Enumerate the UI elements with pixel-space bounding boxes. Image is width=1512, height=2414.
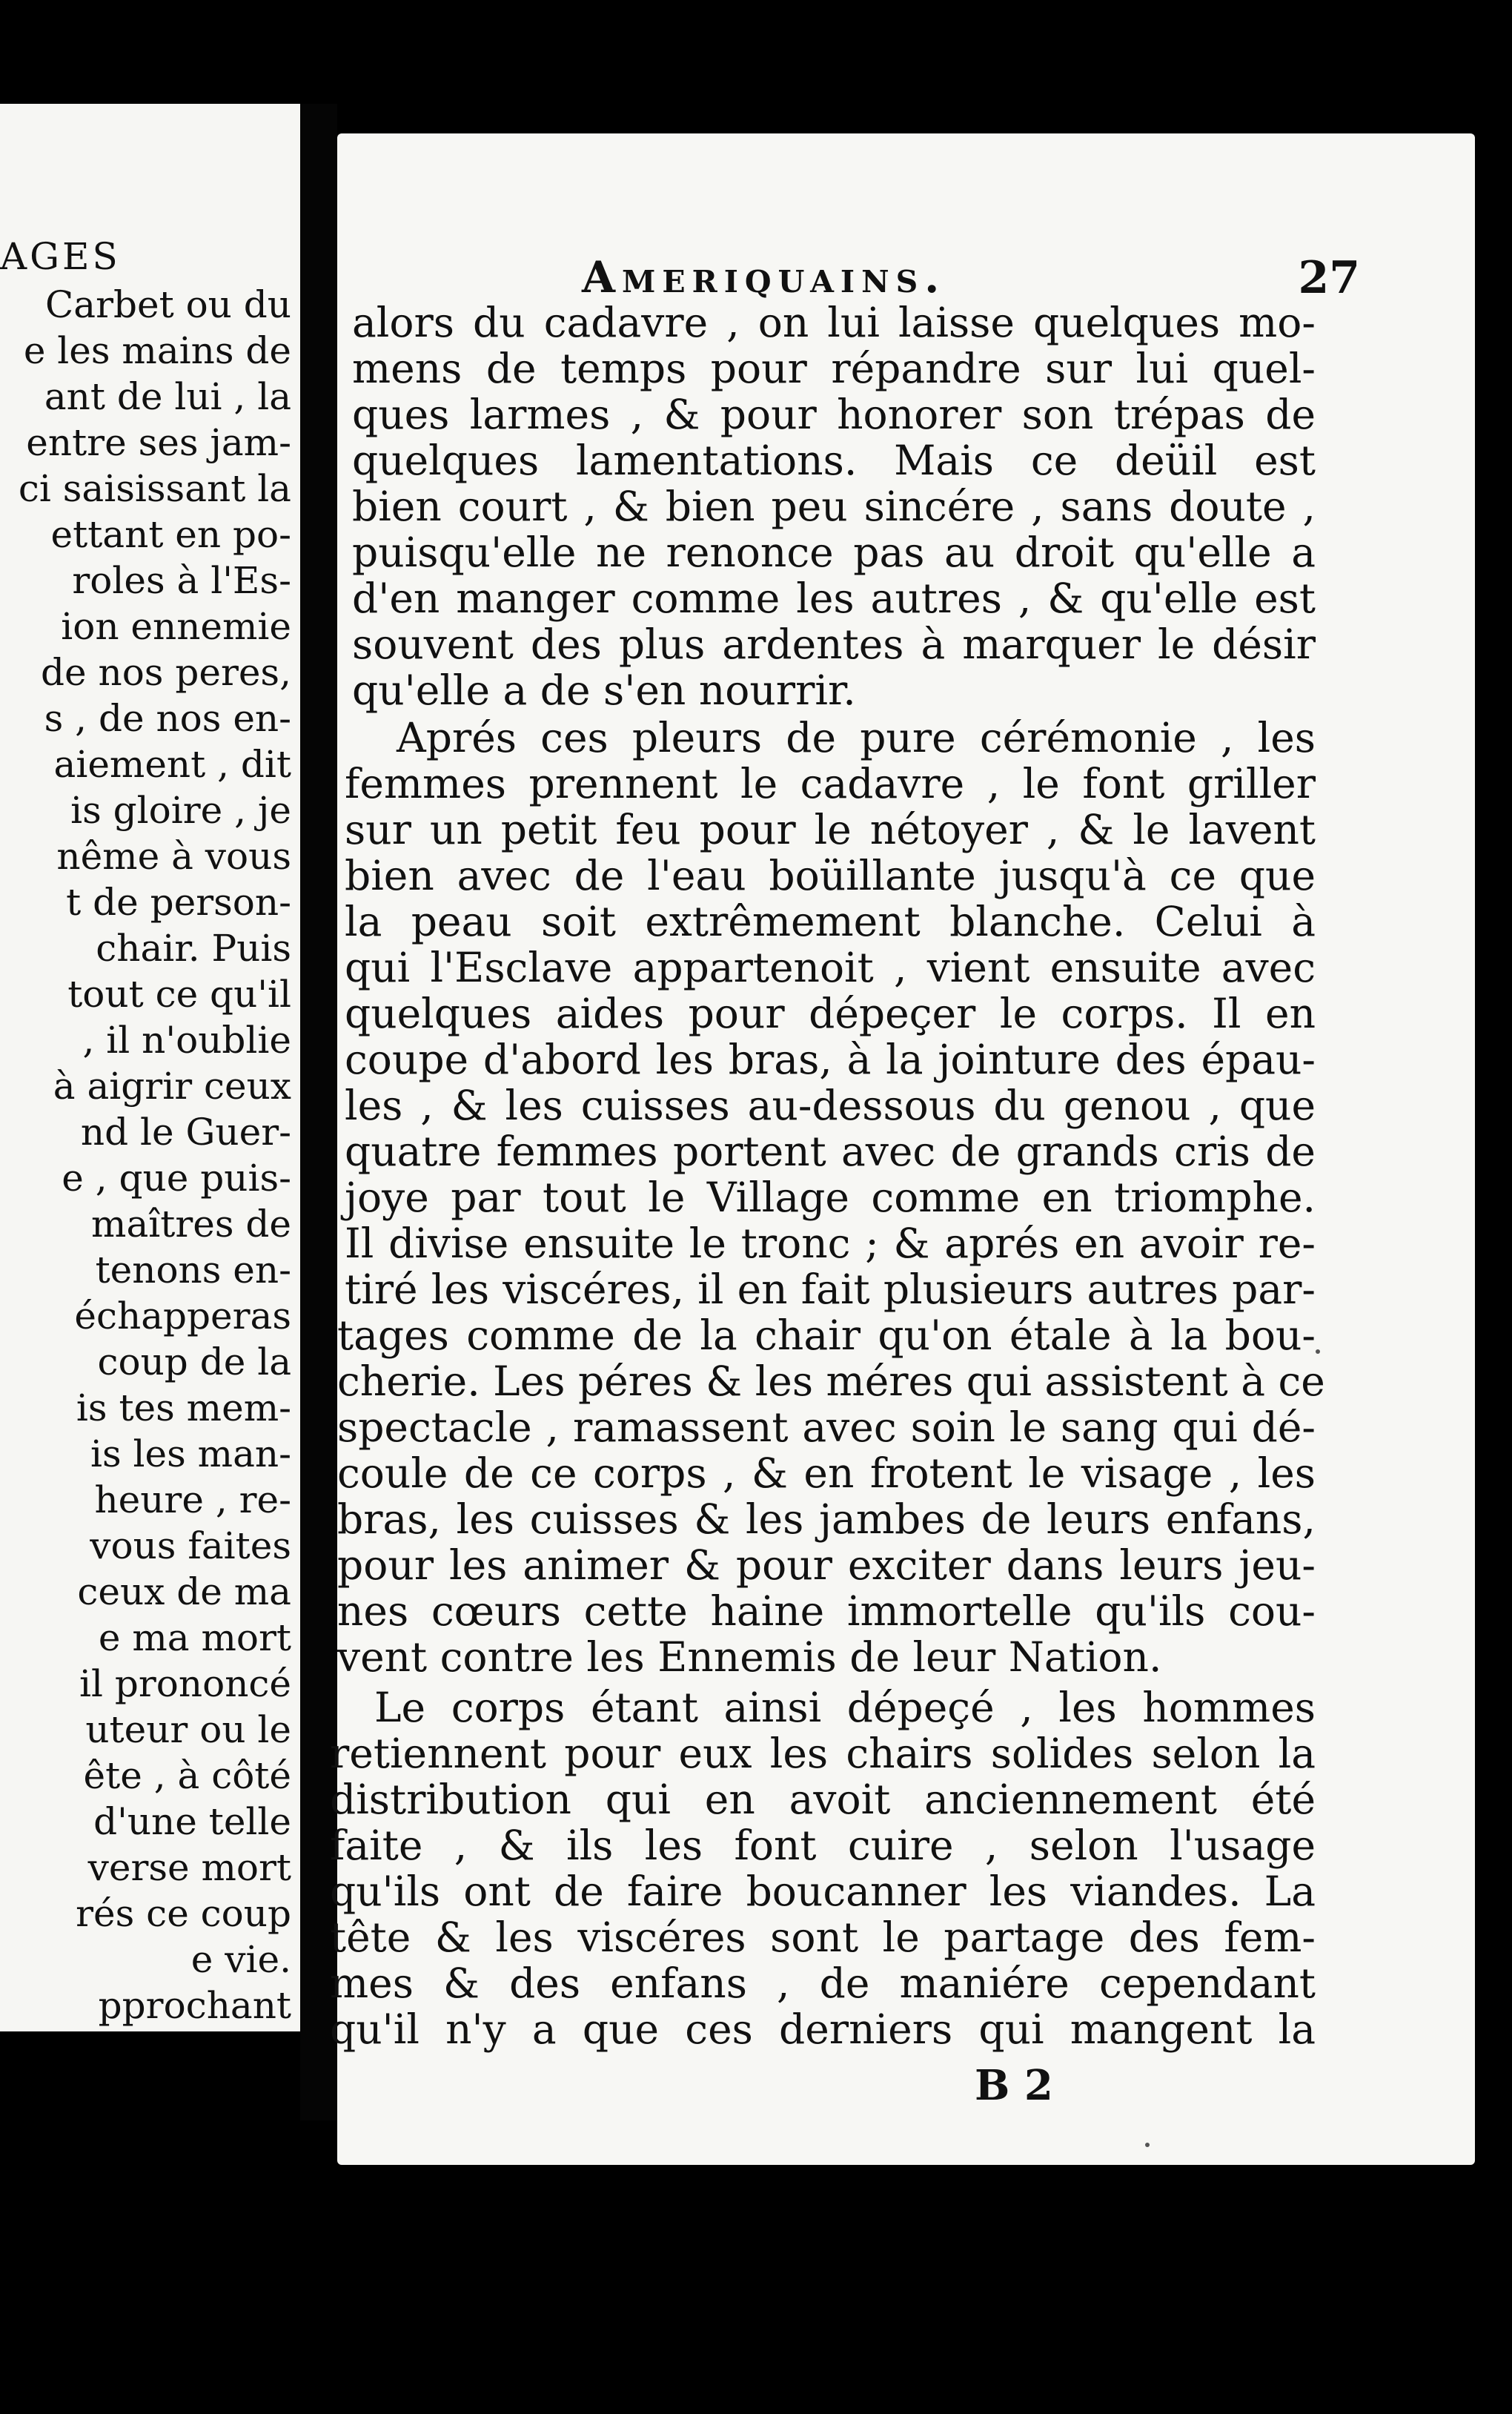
left-text-line: à aigrir ceux: [53, 1065, 291, 1108]
text-line: puisqu'elle ne renonce pas au droit qu'elle a: [352, 529, 1316, 576]
left-text-line: de nos peres,: [41, 651, 291, 694]
text-line: coule de ce corps , & en frotent le visage , les: [337, 1449, 1316, 1497]
left-page: [0, 104, 300, 2031]
text-line: joye par tout le Village comme en triomphe.: [345, 1174, 1316, 1221]
left-text-line: is tes mem-: [76, 1386, 291, 1429]
left-text-line: entre ses jam-: [26, 421, 291, 464]
ink-speck: [1316, 1349, 1320, 1354]
left-text-line: ant de lui , la: [44, 375, 291, 418]
text-line: bien avec de l'eau boüillante jusqu'à ce que: [345, 852, 1316, 899]
text-line: alors du cadavre , on lui laisse quelques mo-: [352, 299, 1316, 346]
left-text-line: Carbet ou du: [45, 283, 291, 326]
text-line: retiennent pour eux les chairs solides selon la: [330, 1730, 1316, 1777]
text-line: souvent des plus ardentes à marquer le désir: [352, 621, 1316, 668]
left-text-line: tenons en-: [95, 1249, 291, 1292]
ink-speck: [1145, 2143, 1150, 2147]
left-text-line: , il n'oublie: [82, 1019, 291, 1062]
left-text-line: il prononcé: [79, 1662, 291, 1705]
left-text-line: ettant en po-: [50, 513, 291, 556]
left-text-line: échapperas: [74, 1294, 291, 1337]
text-line: tiré les viscéres, il en fait plusieurs autres par-: [345, 1266, 1316, 1313]
page-number: 27: [1298, 252, 1360, 304]
left-text-line: ci saisissant la: [18, 467, 291, 510]
left-text-line: e ma mort: [98, 1616, 291, 1659]
text-line: qu'elle a de s'en nourrir.: [352, 667, 856, 714]
left-text-line: pprochant: [98, 1984, 291, 2027]
text-line: quatre femmes portent avec de grands cris de: [345, 1128, 1316, 1175]
running-title: Ameriquains.: [582, 252, 946, 302]
text-line: spectacle , ramassent avec soin le sang qui dé-: [337, 1403, 1316, 1451]
left-text-line: d'une telle: [93, 1800, 291, 1843]
left-text-line: aiement , dit: [53, 743, 291, 786]
left-text-line: e les mains de: [23, 329, 291, 372]
text-line: quelques lamentations. Mais ce deüil est: [352, 437, 1316, 484]
left-text-line: coup de la: [97, 1340, 291, 1383]
left-text-line: uteur ou le: [85, 1708, 291, 1751]
left-text-line: ête , à côté: [83, 1754, 291, 1797]
text-line: vent contre les Ennemis de leur Nation.: [337, 1633, 1162, 1681]
scan-edge: [1475, 111, 1512, 2217]
text-line: sur un petit feu pour le nétoyer , & le lavent: [345, 806, 1316, 853]
text-line: quelques aides pour dépeçer le corps. Il en: [345, 990, 1316, 1037]
left-text-line: maîtres de: [91, 1203, 291, 1246]
text-line: ques larmes , & pour honorer son trépas de: [352, 391, 1316, 438]
text-line: d'en manger comme les autres , & qu'elle est: [352, 575, 1316, 622]
text-line: cherie. Les péres & les méres qui assistent à ce: [337, 1358, 1325, 1405]
text-line: la peau soit extrêmement blanche. Celui à: [345, 898, 1316, 945]
left-text-line: is gloire , je: [70, 789, 291, 832]
left-text-line: e , que puis-: [62, 1157, 291, 1200]
left-text-line: nd le Guer-: [80, 1111, 291, 1154]
signature-mark: B 2: [975, 2061, 1053, 2110]
left-text-line: e vie.: [190, 1938, 291, 1981]
left-text-line: rés ce coup: [76, 1892, 291, 1935]
text-line: nes cœurs cette haine immortelle qu'ils cou-: [337, 1587, 1316, 1635]
text-line: tête & les viscéres sont le partage des fem-: [330, 1914, 1316, 1961]
left-text-line: AGES: [0, 235, 121, 278]
left-text-line: verse mort: [87, 1846, 291, 1889]
text-line: les , & les cuisses au-dessous du genou , que: [345, 1082, 1316, 1129]
text-line: Il divise ensuite le tronc ; & aprés en avoir re-: [345, 1220, 1316, 1267]
text-line: tages comme de la chair qu'on étale à la bou-: [337, 1312, 1316, 1359]
body-text: [330, 133, 1475, 2165]
text-line: qu'ils ont de faire boucanner les viandes. La: [330, 1868, 1316, 1915]
text-line: bras, les cuisses & les jambes de leurs enfans,: [337, 1495, 1316, 1543]
text-line: femmes prennent le cadavre , le font griller: [345, 760, 1316, 807]
text-line: Aprés ces pleurs de pure cérémonie , les: [397, 714, 1316, 761]
left-text-line: is les man-: [90, 1432, 291, 1475]
left-text-line: t de person-: [66, 881, 291, 924]
left-text-line: nême à vous: [56, 835, 291, 878]
left-text-line: chair. Puis: [96, 927, 291, 970]
left-text-line: ceux de ma: [77, 1570, 291, 1613]
left-text-line: tout ce qu'il: [67, 973, 291, 1016]
left-text-line: s , de nos en-: [44, 697, 291, 740]
text-line: bien court , & bien peu sincére , sans doute ,: [352, 483, 1316, 530]
text-line: qui l'Esclave appartenoit , vient ensuite avec: [345, 944, 1316, 991]
text-line: qu'il n'y a que ces derniers qui mangent la: [330, 2005, 1316, 2053]
left-text-line: roles à l'Es-: [72, 559, 291, 602]
text-line: pour les animer & pour exciter dans leurs jeu-: [337, 1541, 1316, 1589]
text-line: distribution qui en avoit anciennement été: [330, 1776, 1316, 1823]
left-text-line: ion ennemie: [61, 605, 291, 648]
text-line: Le corps étant ainsi dépeçé , les hommes: [374, 1684, 1316, 1731]
text-line: faite , & ils les font cuire , selon l'usage: [330, 1822, 1316, 1869]
left-text-line: vous faites: [90, 1524, 291, 1567]
left-text-line: heure , re-: [94, 1478, 291, 1521]
text-line: mes & des enfans , de maniére cependant: [330, 1960, 1316, 2007]
text-line: coupe d'abord les bras, à la jointure des épau-: [345, 1036, 1316, 1083]
text-line: mens de temps pour répandre sur lui quel-: [352, 345, 1316, 392]
right-page: [330, 133, 1475, 2165]
